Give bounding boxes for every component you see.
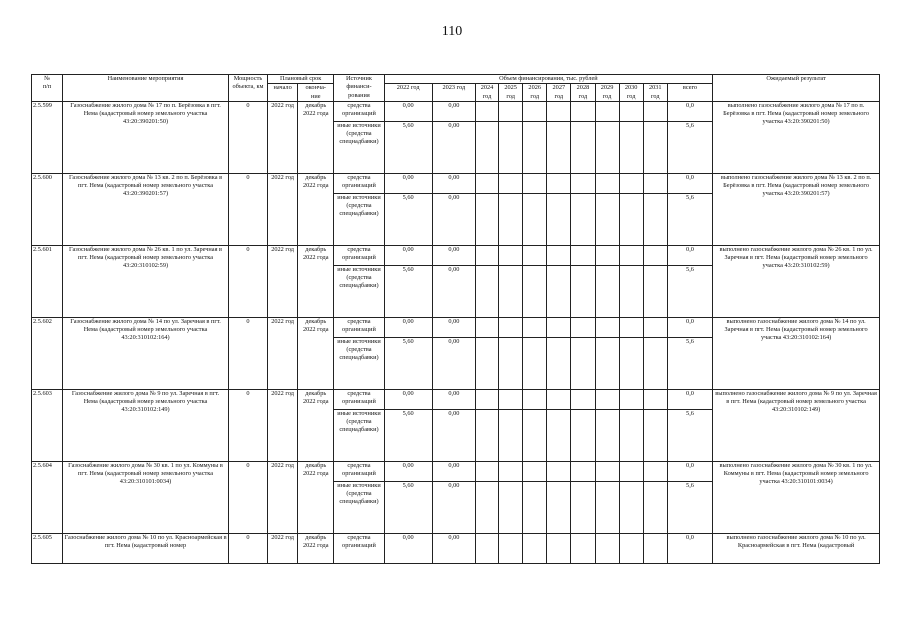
start-date: 2022 год — [268, 317, 298, 389]
source-organizations: средства организаций — [334, 245, 384, 265]
header-period: Плановый срок — [268, 75, 334, 84]
capacity-value: 0 — [228, 389, 267, 461]
value-2023: 0,00 — [432, 101, 475, 121]
measure-name: Газоснабжение жилого дома № 13 кв. 2 по п. Берёзовка в пгт. Нема (кадастровый номер земельного участка 43:20:390201:57) — [63, 173, 229, 245]
empty-year-cell — [643, 121, 667, 173]
measure-name: Газоснабжение жилого дома № 30 кв. 1 по ул. Коммуны в пгт. Нема (кадастровый номер земельного участка 43:20:310101:0034) — [63, 461, 229, 533]
measure-name: Газоснабжение жилого дома № 10 по ул. Красноармейская в пгт. Нема (кадастровый номер — [63, 533, 229, 563]
empty-year-cell — [547, 121, 571, 173]
value-total: 5,6 — [667, 481, 712, 533]
empty-year-cell — [499, 121, 523, 173]
table-row — [32, 245, 880, 265]
empty-year-cell — [499, 317, 523, 337]
value-2023: 0,00 — [432, 337, 475, 389]
empty-year-cell — [595, 409, 619, 461]
start-date: 2022 год — [268, 101, 298, 173]
empty-year-cell — [571, 389, 595, 409]
empty-year-cell — [571, 101, 595, 121]
financing-table — [31, 74, 880, 564]
empty-year-cell — [547, 245, 571, 265]
empty-year-cell — [643, 193, 667, 245]
expected-result: выполнено газоснабжение жилого дома № 9 по ул. Заречная в пгт. Нема (кадастровый номер земельного участка 43:20:310102:149) — [713, 389, 880, 461]
value-2023: 0,00 — [432, 193, 475, 245]
empty-year-cell — [523, 101, 547, 121]
empty-year-cell — [475, 173, 498, 193]
end-date: декабрь 2022 года — [298, 317, 334, 389]
empty-year-cell — [547, 173, 571, 193]
value-total: 0,0 — [667, 389, 712, 409]
empty-year-cell — [643, 337, 667, 389]
empty-year-cell — [475, 265, 498, 317]
empty-year-cell — [643, 409, 667, 461]
measure-name: Газоснабжение жилого дома № 14 по ул. Заречная в пгт. Нема (кадастровый номер земельного участка 43:20:310102:164) — [63, 317, 229, 389]
header-volume: Объем финансирования, тыс. рублей — [384, 75, 713, 84]
empty-year-cell — [475, 101, 498, 121]
value-2022: 0,00 — [384, 245, 432, 265]
source-organizations: средства организаций — [334, 317, 384, 337]
empty-year-cell — [571, 481, 595, 533]
value-2022: 5,60 — [384, 193, 432, 245]
empty-year-cell — [619, 265, 643, 317]
value-2023: 0,00 — [432, 265, 475, 317]
row-number: 2.5.599 — [32, 101, 63, 173]
measure-name: Газоснабжение жилого дома № 9 по ул. Заречная в пгт. Нема (кадастровый номер земельного участка 43:20:310102:149) — [63, 389, 229, 461]
empty-year-cell — [499, 461, 523, 481]
empty-year-cell — [595, 101, 619, 121]
empty-year-cell — [475, 533, 498, 563]
row-number: 2.5.605 — [32, 533, 63, 563]
start-date: 2022 год — [268, 173, 298, 245]
value-2023: 0,00 — [432, 461, 475, 481]
value-2022: 5,60 — [384, 265, 432, 317]
empty-year-cell — [571, 409, 595, 461]
header-capacity: Мощность объекта, км — [228, 75, 267, 102]
table-row — [32, 317, 880, 337]
empty-year-cell — [499, 337, 523, 389]
source-organizations: средства организаций — [334, 461, 384, 481]
empty-year-cell — [499, 481, 523, 533]
value-2022: 0,00 — [384, 173, 432, 193]
source-other: иные источники (средства спецнадбавки) — [334, 193, 384, 245]
header-year-2: 2024 год — [475, 84, 498, 102]
end-date: декабрь 2022 года — [298, 461, 334, 533]
value-2022: 0,00 — [384, 461, 432, 481]
empty-year-cell — [595, 265, 619, 317]
empty-year-cell — [547, 337, 571, 389]
empty-year-cell — [523, 173, 547, 193]
empty-year-cell — [595, 389, 619, 409]
empty-year-cell — [547, 533, 571, 563]
value-2022: 0,00 — [384, 317, 432, 337]
empty-year-cell — [619, 461, 643, 481]
header-start: начало — [268, 84, 298, 102]
empty-year-cell — [619, 173, 643, 193]
empty-year-cell — [619, 121, 643, 173]
empty-year-cell — [499, 265, 523, 317]
end-date: декабрь 2022 года — [298, 173, 334, 245]
measure-name: Газоснабжение жилого дома № 26 кв. 1 по ул. Заречная в пгт. Нема (кадастровый номер земельного участка 43:20:310102:59) — [63, 245, 229, 317]
empty-year-cell — [547, 265, 571, 317]
empty-year-cell — [475, 193, 498, 245]
empty-year-cell — [619, 101, 643, 121]
header-year-10: всего — [667, 84, 712, 102]
end-date: декабрь 2022 года — [298, 245, 334, 317]
source-other: иные источники (средства спецнадбавки) — [334, 481, 384, 533]
capacity-value: 0 — [228, 245, 267, 317]
header-year-9: 2031 год — [643, 84, 667, 102]
end-date: декабрь 2022 года — [298, 389, 334, 461]
header-year-8: 2030 год — [619, 84, 643, 102]
empty-year-cell — [643, 533, 667, 563]
row-number: 2.5.604 — [32, 461, 63, 533]
header-source: Источник финанси- рования — [334, 75, 384, 102]
empty-year-cell — [643, 101, 667, 121]
end-date: декабрь 2022 года — [298, 533, 334, 563]
empty-year-cell — [571, 193, 595, 245]
empty-year-cell — [523, 461, 547, 481]
start-date: 2022 год — [268, 533, 298, 563]
expected-result: выполнено газоснабжение жилого дома № 14 по ул. Заречная в пгт. Нема (кадастровый номер земельного участка 43:20:310102:164) — [713, 317, 880, 389]
empty-year-cell — [643, 461, 667, 481]
empty-year-cell — [499, 193, 523, 245]
empty-year-cell — [595, 193, 619, 245]
empty-year-cell — [643, 173, 667, 193]
empty-year-cell — [571, 245, 595, 265]
empty-year-cell — [499, 389, 523, 409]
empty-year-cell — [643, 265, 667, 317]
empty-year-cell — [475, 121, 498, 173]
value-2023: 0,00 — [432, 409, 475, 461]
measure-name: Газоснабжение жилого дома № 17 по п. Берёзовка в пгт. Нема (кадастровый номер земельного участка 43:20:390201:50) — [63, 101, 229, 173]
empty-year-cell — [571, 121, 595, 173]
row-number: 2.5.603 — [32, 389, 63, 461]
header-year-3: 2025 год — [499, 84, 523, 102]
empty-year-cell — [499, 101, 523, 121]
empty-year-cell — [523, 121, 547, 173]
empty-year-cell — [643, 317, 667, 337]
empty-year-cell — [547, 461, 571, 481]
value-total: 5,6 — [667, 265, 712, 317]
capacity-value: 0 — [228, 101, 267, 173]
value-total: 0,0 — [667, 461, 712, 481]
capacity-value: 0 — [228, 461, 267, 533]
empty-year-cell — [499, 409, 523, 461]
start-date: 2022 год — [268, 461, 298, 533]
source-organizations: средства организаций — [334, 533, 384, 563]
value-2022: 5,60 — [384, 409, 432, 461]
value-2023: 0,00 — [432, 245, 475, 265]
value-total: 5,6 — [667, 337, 712, 389]
value-total: 0,0 — [667, 101, 712, 121]
financing-table-container — [31, 74, 880, 564]
source-other: иные источники (средства спецнадбавки) — [334, 409, 384, 461]
empty-year-cell — [619, 389, 643, 409]
expected-result: выполнено газоснабжение жилого дома № 17 по п. Берёзовка в пгт. Нема (кадастровый номер земельного участка 43:20:390201:50) — [713, 101, 880, 173]
empty-year-cell — [475, 389, 498, 409]
empty-year-cell — [643, 389, 667, 409]
table-row — [32, 461, 880, 481]
header-year-5: 2027 год — [547, 84, 571, 102]
source-organizations: средства организаций — [334, 101, 384, 121]
capacity-value: 0 — [228, 317, 267, 389]
empty-year-cell — [619, 337, 643, 389]
empty-year-cell — [595, 461, 619, 481]
empty-year-cell — [595, 481, 619, 533]
empty-year-cell — [571, 265, 595, 317]
empty-year-cell — [595, 317, 619, 337]
empty-year-cell — [475, 317, 498, 337]
empty-year-cell — [571, 173, 595, 193]
value-total: 0,0 — [667, 533, 712, 563]
table-row — [32, 101, 880, 121]
source-other: иные источники (средства спецнадбавки) — [334, 337, 384, 389]
value-total: 0,0 — [667, 245, 712, 265]
empty-year-cell — [571, 533, 595, 563]
empty-year-cell — [619, 245, 643, 265]
empty-year-cell — [523, 317, 547, 337]
expected-result: выполнено газоснабжение жилого дома № 10 по ул. Красноармейская в пгт. Нема (кадастровый — [713, 533, 880, 563]
header-year-1: 2023 год — [432, 84, 475, 102]
empty-year-cell — [643, 245, 667, 265]
value-total: 0,0 — [667, 317, 712, 337]
value-2023: 0,00 — [432, 121, 475, 173]
empty-year-cell — [523, 409, 547, 461]
empty-year-cell — [499, 533, 523, 563]
empty-year-cell — [619, 317, 643, 337]
table-row — [32, 173, 880, 193]
empty-year-cell — [595, 337, 619, 389]
source-other: иные источники (средства спецнадбавки) — [334, 121, 384, 173]
empty-year-cell — [619, 409, 643, 461]
empty-year-cell — [619, 193, 643, 245]
value-2023: 0,00 — [432, 481, 475, 533]
empty-year-cell — [475, 409, 498, 461]
empty-year-cell — [475, 461, 498, 481]
value-total: 5,6 — [667, 193, 712, 245]
empty-year-cell — [571, 317, 595, 337]
source-organizations: средства организаций — [334, 173, 384, 193]
empty-year-cell — [571, 461, 595, 481]
empty-year-cell — [523, 389, 547, 409]
value-2022: 0,00 — [384, 389, 432, 409]
expected-result: выполнено газоснабжение жилого дома № 30 кв. 1 по ул. Коммуны в пгт. Нема (кадастровый номер земельного участка 43:20:310101:0034) — [713, 461, 880, 533]
empty-year-cell — [523, 245, 547, 265]
table-body — [32, 101, 880, 563]
empty-year-cell — [547, 101, 571, 121]
start-date: 2022 год — [268, 245, 298, 317]
table-row — [32, 389, 880, 409]
row-number: 2.5.602 — [32, 317, 63, 389]
header-year-4: 2026 год — [523, 84, 547, 102]
value-total: 5,6 — [667, 121, 712, 173]
value-2022: 5,60 — [384, 121, 432, 173]
header-result: Ожидаемый результат — [713, 75, 880, 102]
page-number: 110 — [441, 24, 463, 39]
empty-year-cell — [547, 317, 571, 337]
table-row — [32, 533, 880, 563]
empty-year-cell — [523, 193, 547, 245]
header-num: № п/п — [32, 75, 63, 102]
value-2023: 0,00 — [432, 317, 475, 337]
value-total: 0,0 — [667, 173, 712, 193]
capacity-value: 0 — [228, 173, 267, 245]
empty-year-cell — [619, 533, 643, 563]
value-2023: 0,00 — [432, 389, 475, 409]
empty-year-cell — [619, 481, 643, 533]
header-end: оконча- ние — [298, 84, 334, 102]
empty-year-cell — [547, 193, 571, 245]
row-number: 2.5.600 — [32, 173, 63, 245]
empty-year-cell — [595, 173, 619, 193]
empty-year-cell — [547, 409, 571, 461]
empty-year-cell — [523, 481, 547, 533]
capacity-value: 0 — [228, 533, 267, 563]
source-organizations: средства организаций — [334, 389, 384, 409]
value-total: 5,6 — [667, 409, 712, 461]
empty-year-cell — [499, 173, 523, 193]
empty-year-cell — [571, 337, 595, 389]
header-name: Наименование мероприятия — [63, 75, 229, 102]
row-number: 2.5.601 — [32, 245, 63, 317]
value-2022: 0,00 — [384, 101, 432, 121]
empty-year-cell — [475, 337, 498, 389]
empty-year-cell — [595, 121, 619, 173]
header-year-7: 2029 год — [595, 84, 619, 102]
empty-year-cell — [643, 481, 667, 533]
header-year-0: 2022 год — [384, 84, 432, 102]
empty-year-cell — [499, 245, 523, 265]
header-year-6: 2028 год — [571, 84, 595, 102]
empty-year-cell — [475, 481, 498, 533]
expected-result: выполнено газоснабжение жилого дома № 26 кв. 1 по ул. Заречная в пгт. Нема (кадастровый номер земельного участка 43:20:310102:59) — [713, 245, 880, 317]
empty-year-cell — [547, 389, 571, 409]
value-2023: 0,00 — [432, 533, 475, 563]
empty-year-cell — [547, 481, 571, 533]
empty-year-cell — [475, 245, 498, 265]
value-2022: 0,00 — [384, 533, 432, 563]
end-date: декабрь 2022 года — [298, 101, 334, 173]
empty-year-cell — [523, 533, 547, 563]
table-header — [32, 75, 880, 102]
value-2022: 5,60 — [384, 481, 432, 533]
value-2022: 5,60 — [384, 337, 432, 389]
empty-year-cell — [523, 337, 547, 389]
expected-result: выполнено газоснабжение жилого дома № 13 кв. 2 по п. Берёзовка в пгт. Нема (кадастровый номер земельного участка 43:20:390201:57) — [713, 173, 880, 245]
start-date: 2022 год — [268, 389, 298, 461]
value-2023: 0,00 — [432, 173, 475, 193]
empty-year-cell — [523, 265, 547, 317]
empty-year-cell — [595, 245, 619, 265]
source-other: иные источники (средства спецнадбавки) — [334, 265, 384, 317]
empty-year-cell — [595, 533, 619, 563]
